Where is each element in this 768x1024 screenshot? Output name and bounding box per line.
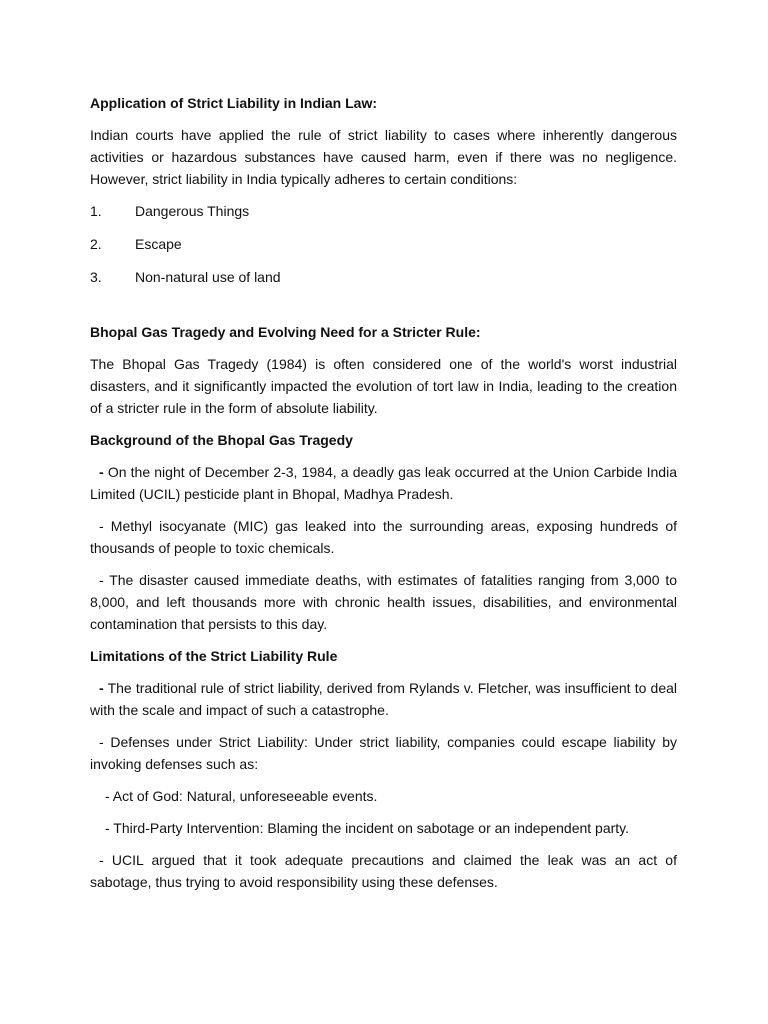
paragraph-defense-act-of-god: - Act of God: Natural, unforeseeable events.	[105, 788, 378, 804]
paragraph-limitation-1	[90, 677, 677, 721]
list-text: Dangerous Things	[135, 203, 250, 219]
heading-bhopal-tragedy: Bhopal Gas Tragedy and Evolving Need for a Stricter Rule:	[90, 324, 481, 340]
list-item	[90, 233, 677, 255]
list-text: Non-natural use of land	[135, 269, 281, 285]
paragraph-background-3: - The disaster caused immediate deaths, with estimates of fatalities ranging from 3,000 to 8,000, and left thousands more with chronic health issues, disabilities, and environmental contamination that persists to this day.	[90, 572, 677, 632]
paragraph-limitation-2: - Defenses under Strict Liability: Under strict liability, companies could escape liability by invoking defenses such as:	[90, 734, 677, 772]
list-text: Escape	[135, 236, 182, 252]
section-spacer	[90, 299, 677, 321]
paragraph-bhopal-intro: The Bhopal Gas Tragedy (1984) is often considered one of the world's worst industrial disasters, and it significantly impacted the evolution of tort law in India, leading to the creation of a stricter rule in the form of absolute liability.	[90, 356, 677, 416]
list-item	[90, 266, 677, 288]
limitation-1-text: The traditional rule of strict liability, derived from Rylands v. Fletcher, was insufficient to deal with the scale and impact of such a catastrophe.	[90, 680, 677, 718]
list-item	[90, 200, 677, 222]
heading-limitations: Limitations of the Strict Liability Rule	[90, 648, 338, 664]
paragraph-defense-third-party: - Third-Party Intervention: Blaming the incident on sabotage or an independent party.	[105, 820, 630, 836]
paragraph-background-2: - Methyl isocyanate (MIC) gas leaked into the surrounding areas, exposing hundreds of thousands of people to toxic chemicals.	[90, 518, 677, 556]
background-1-text: On the night of December 2-3, 1984, a deadly gas leak occurred at the Union Carbide India Limited (UCIL) pesticide plant in Bhopal, Madhya Pradesh.	[90, 464, 677, 502]
list-number: 2.	[90, 236, 102, 252]
heading-strict-liability-india: Application of Strict Liability in Indian Law:	[90, 95, 378, 111]
bullet-dash: -	[99, 464, 104, 480]
document-page	[90, 92, 677, 903]
list-number: 3.	[90, 269, 102, 285]
paragraph-background-1	[90, 461, 677, 505]
paragraph-strict-liability-intro: Indian courts have applied the rule of strict liability to cases where inherently dangerous activities or hazardous substances have caused harm, even if there was no negligence. However, strict liability in India typically adheres to certain conditions:	[90, 127, 677, 187]
bullet-dash: -	[99, 680, 104, 696]
list-number: 1.	[90, 203, 102, 219]
paragraph-limitation-3: - UCIL argued that it took adequate precautions and claimed the leak was an act of sabotage, thus trying to avoid responsibility using these defenses.	[90, 852, 677, 890]
heading-background: Background of the Bhopal Gas Tragedy	[90, 432, 353, 448]
